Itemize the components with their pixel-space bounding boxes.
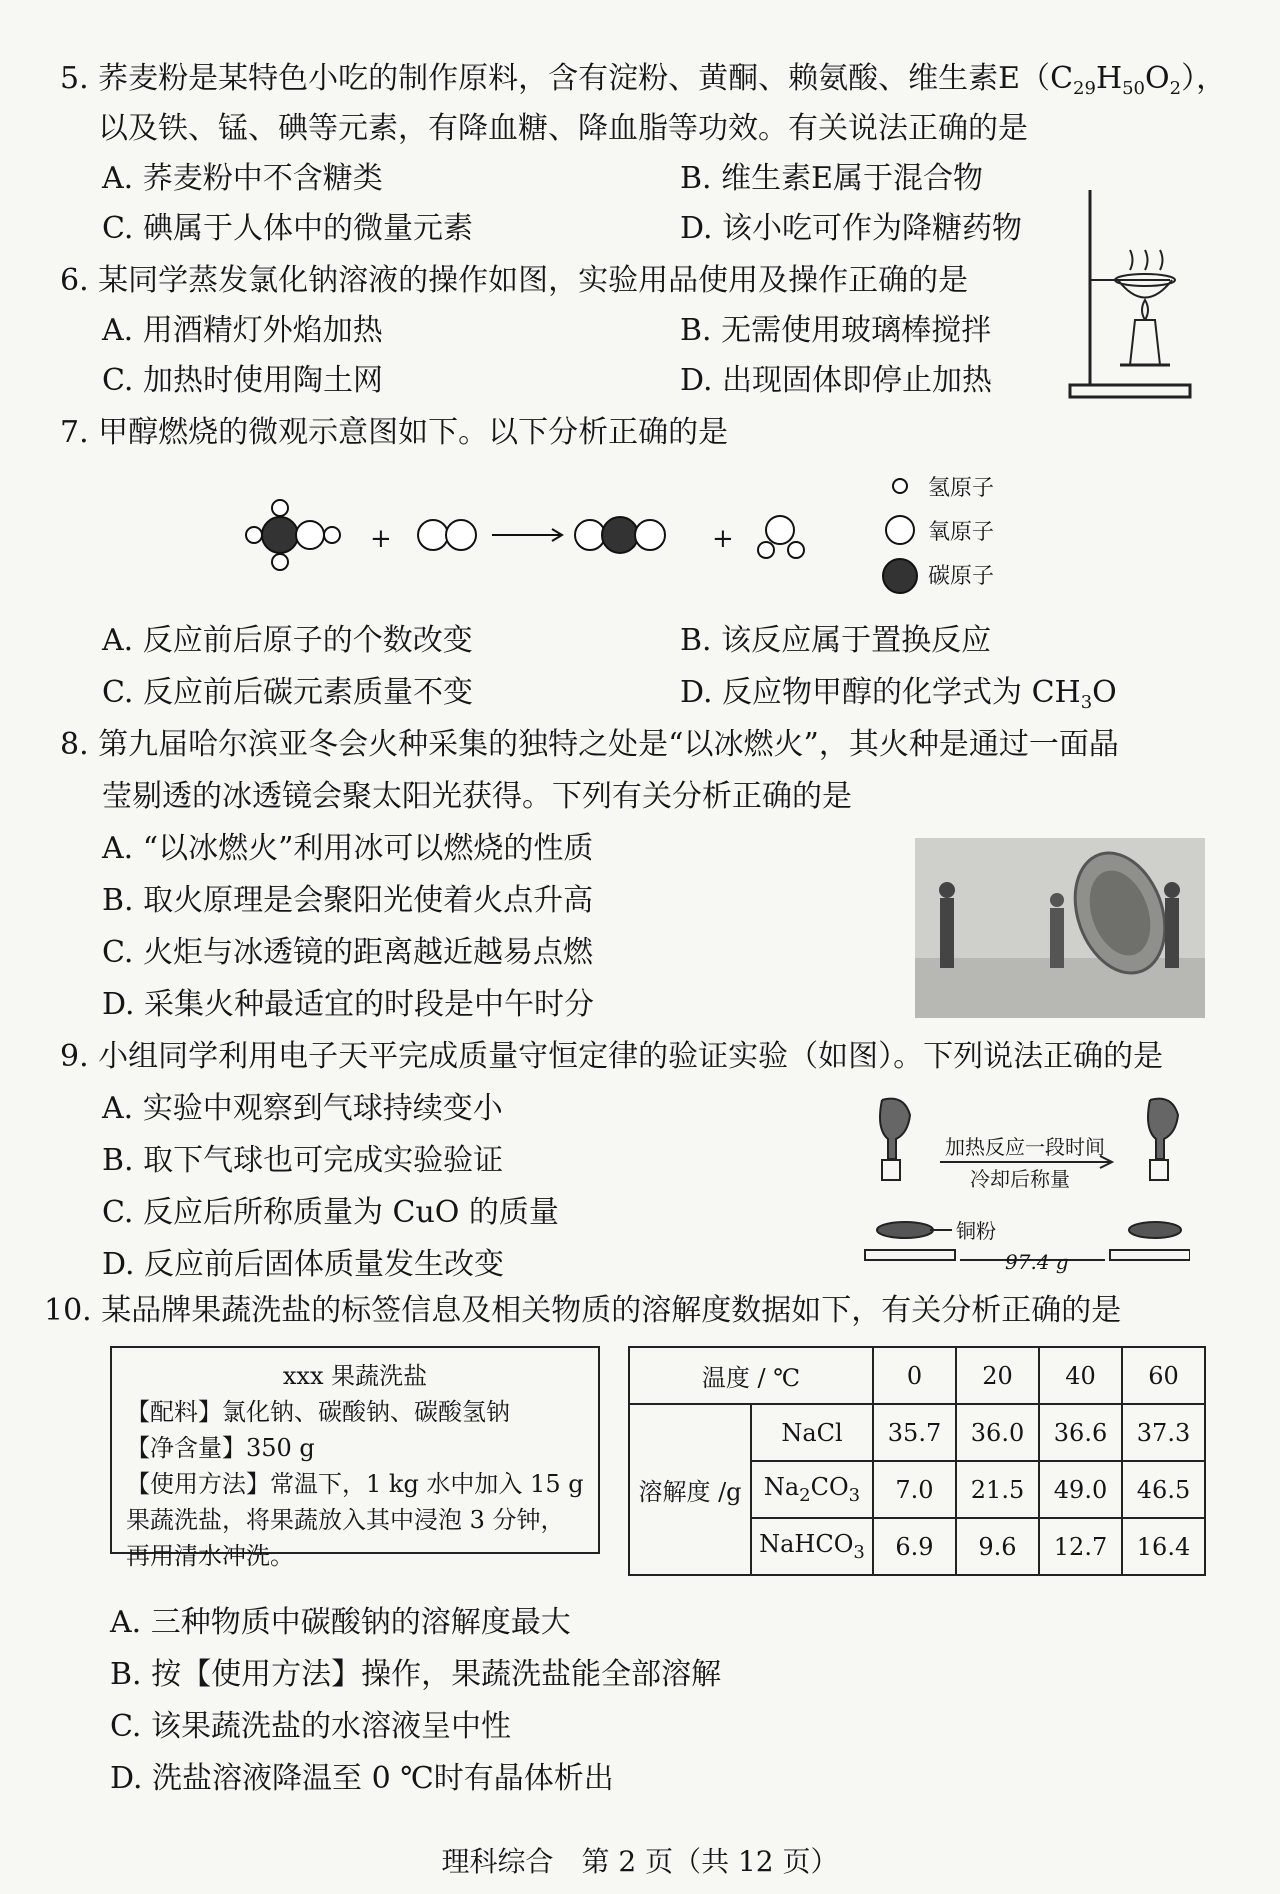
fig-label-copper: 铜粉 — [956, 1219, 996, 1243]
table-cell: 12.7 — [1039, 1518, 1122, 1575]
table-cell: 6.9 — [873, 1518, 956, 1575]
q7-option-d: D. 反应物甲醇的化学式为 $CH_3O$ — [680, 675, 1117, 713]
ice-lens-photo — [915, 838, 1205, 1018]
table-header-solubility: 溶解度 /g — [629, 1404, 751, 1575]
q7-option-a: A. 反应前后原子的个数改变 — [102, 623, 473, 658]
fig-caption-cooling: 冷却后称量 — [970, 1167, 1070, 1191]
q5-option-d: D. 该小吃可作为降糖药物 — [680, 211, 1023, 246]
legend-hydrogen: 氢原子 — [928, 476, 995, 501]
legend-oxygen: 氧原子 — [928, 520, 995, 545]
table-cell: 7.0 — [873, 1461, 956, 1518]
q9-stem: 9. 小组同学利用电子天平完成质量守恒定律的验证实验（如图）。下列说法正确的是 — [60, 1039, 1164, 1074]
q6-stem: 6. 某同学蒸发氯化钠溶液的操作如图，实验用品使用及操作正确的是 — [60, 263, 969, 298]
q6-option-b: B. 无需使用玻璃棒搅拌 — [680, 313, 992, 348]
table-cell: 35.7 — [873, 1404, 956, 1461]
legend-carbon: 碳原子 — [928, 564, 995, 589]
product-label-net-content: 【净含量】350 g — [126, 1434, 315, 1462]
q5-stem-line2: 以及铁、锰、碘等元素，有降血糖、降血脂等功效。有关说法正确的是 — [98, 111, 1028, 146]
evaporation-apparatus-figure — [1060, 180, 1200, 405]
q6-option-a: A. 用酒精灯外焰加热 — [102, 313, 383, 348]
q5-option-a: A. 荞麦粉中不含糖类 — [102, 161, 383, 196]
table-cell: 36.0 — [956, 1404, 1039, 1461]
table-cell: 16.4 — [1122, 1518, 1205, 1575]
table-row-label-na2co3: $Na_2CO_3$ — [751, 1461, 873, 1518]
table-cell: 49.0 — [1039, 1461, 1122, 1518]
methanol-reaction-diagram — [240, 490, 840, 580]
table-cell: 37.3 — [1122, 1404, 1205, 1461]
q8-option-a: A. “以冰燃火”利用冰可以燃烧的性质 — [102, 831, 594, 866]
q10-option-d: D. 洗盐溶液降温至 0 ℃时有晶体析出 — [110, 1761, 614, 1796]
q9-option-c: C. 反应后所称质量为 CuO 的质量 — [102, 1195, 559, 1230]
table-cell: 21.5 — [956, 1461, 1039, 1518]
product-label-title: xxx 果蔬洗盐 — [282, 1362, 428, 1390]
q8-option-c: C. 火炬与冰透镜的距离越近越易点燃 — [102, 935, 593, 970]
table-row-label-nahco3: NaHCO$_3$ — [751, 1518, 873, 1575]
atom-legend-symbols — [880, 470, 920, 600]
fig-label-mass: 97.4 g — [1005, 1250, 1069, 1274]
q5-option-c: C. 碘属于人体中的微量元素 — [102, 211, 473, 246]
q7-option-c: C. 反应前后碳元素质量不变 — [102, 675, 473, 710]
q8-option-b: B. 取火原理是会聚阳光使着火点升高 — [102, 883, 594, 918]
solubility-table — [628, 1346, 1206, 1576]
table-temp-20: 20 — [956, 1347, 1039, 1404]
q5-option-b: B. 维生素E属于混合物 — [680, 161, 984, 196]
q10-option-b: B. 按【使用方法】操作，果蔬洗盐能全部溶解 — [110, 1657, 722, 1692]
product-label-ingredients: 【配料】氯化钠、碳酸钠、碳酸氢钠 — [126, 1398, 510, 1426]
q10-option-c: C. 该果蔬洗盐的水溶液呈中性 — [110, 1709, 511, 1744]
table-cell: 9.6 — [956, 1518, 1039, 1575]
product-label-usage-2: 果蔬洗盐，将果蔬放入其中浸泡 3 分钟， — [126, 1506, 565, 1534]
product-label-box — [110, 1346, 600, 1570]
q7-plus-2: + — [712, 524, 734, 554]
product-label-usage-1: 【使用方法】常温下，1 kg 水中加入 15 g — [126, 1470, 584, 1498]
q5-stem-line1: 5. 荞麦粉是某特色小吃的制作原料，含有淀粉、黄酮、赖氨酸、维生素$E(C_{29}H_{50}O_2)$， — [60, 61, 1227, 99]
q6-option-c: C. 加热时使用陶土网 — [102, 363, 383, 398]
q9-option-a: A. 实验中观察到气球持续变小 — [102, 1091, 503, 1126]
page-footer: 理科综合 第 2 页（共 12 页） — [441, 1845, 839, 1878]
q8-stem-line1: 8. 第九届哈尔滨亚冬会火种采集的独特之处是“以冰燃火”，其火种是通过一面晶 — [60, 727, 1119, 762]
q9-option-b: B. 取下气球也可完成实验验证 — [102, 1143, 504, 1178]
q8-option-d: D. 采集火种最适宜的时段是中午时分 — [102, 987, 595, 1022]
q10-stem: 10. 某品牌果蔬洗盐的标签信息及相关物质的溶解度数据如下，有关分析正确的是 — [44, 1293, 1122, 1328]
q6-option-d: D. 出现固体即停止加热 — [680, 363, 993, 398]
product-label-usage-3: 再用清水冲洗。 — [126, 1542, 294, 1570]
q10-option-a: A. 三种物质中碳酸钠的溶解度最大 — [110, 1605, 571, 1640]
table-row-label-nacl: NaCl — [751, 1404, 873, 1461]
table-temp-0: 0 — [873, 1347, 956, 1404]
table-header-temperature: 温度 / ℃ — [629, 1347, 873, 1404]
table-temp-40: 40 — [1039, 1347, 1122, 1404]
q7-plus-1: + — [370, 524, 392, 554]
q7-stem: 7. 甲醇燃烧的微观示意图如下。以下分析正确的是 — [60, 415, 729, 450]
q7-option-b: B. 该反应属于置换反应 — [680, 623, 992, 658]
table-temp-60: 60 — [1122, 1347, 1205, 1404]
table-cell: 46.5 — [1122, 1461, 1205, 1518]
q8-stem-line2: 莹剔透的冰透镜会聚太阳光获得。下列有关分析正确的是 — [102, 779, 852, 814]
fig-caption-heating: 加热反应一段时间 — [945, 1135, 1105, 1159]
table-cell: 36.6 — [1039, 1404, 1122, 1461]
q9-option-d: D. 反应前后固体质量发生改变 — [102, 1247, 505, 1282]
